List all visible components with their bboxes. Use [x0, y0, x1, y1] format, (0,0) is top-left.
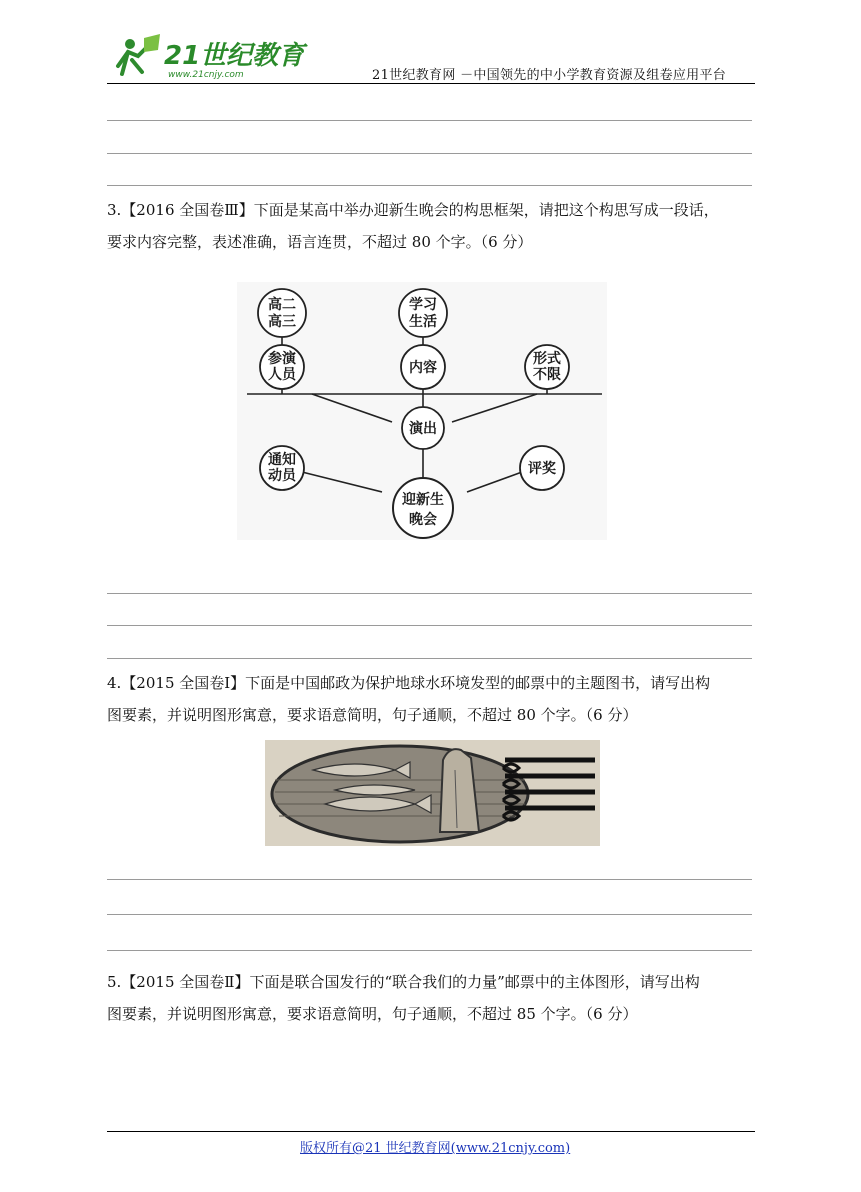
header-divider — [107, 83, 755, 84]
node-grade-line-1: 高二 — [268, 297, 296, 313]
answer-line — [107, 593, 752, 594]
stamp-image — [265, 740, 600, 846]
answer-line — [107, 185, 752, 186]
node-grade-line-2: 高三 — [268, 314, 296, 330]
question-5-line-2: 图要素，并说明图形寓意，要求语意简明，句子通顺，不超过 85 个字。（6 分） — [107, 1005, 638, 1023]
question-3-line-1: 3.【2016 全国卷Ⅲ】下面是某高中举办迎新生晚会的构思框架，请把这个构思写成一段话， — [107, 201, 719, 219]
logo-text: 21世纪教育 — [164, 41, 305, 71]
node-form-line-1: 形式 — [533, 351, 561, 367]
node-show — [402, 407, 444, 449]
answer-line — [107, 153, 752, 154]
node-party-line-1: 迎新生 — [402, 492, 444, 508]
site-logo — [108, 30, 305, 82]
logo-url: www.21cnjy.com — [168, 70, 244, 80]
question-3-line-2: 要求内容完整，表述准确，语言连贯，不超过 80 个字。（6 分） — [107, 233, 533, 251]
answer-line — [107, 625, 752, 626]
node-award-label: 评奖 — [528, 461, 556, 477]
water-oval-icon — [272, 746, 528, 842]
answer-line — [107, 658, 752, 659]
node-performers-line-1: 参演 — [268, 351, 296, 367]
question-4-line-2: 图要素，并说明图形寓意，要求语意简明，句子通顺，不超过 80 个字。（6 分） — [107, 706, 638, 724]
node-notice-line-2: 动员 — [268, 468, 296, 484]
node-notice-line-1: 通知 — [268, 452, 296, 468]
question-3 — [107, 194, 757, 258]
footer-divider — [107, 1131, 755, 1132]
node-performers — [260, 345, 304, 389]
node-grade — [258, 289, 306, 337]
answer-line — [107, 879, 752, 880]
node-study-life — [399, 289, 447, 337]
node-party-line-2: 晚会 — [409, 512, 437, 528]
node-form — [525, 345, 569, 389]
site-tagline: 21世纪教育网 －中国领先的中小学教育资源及组卷应用平台 — [372, 68, 727, 83]
node-performers-line-2: 人员 — [268, 367, 296, 383]
node-study-line-1: 学习 — [409, 297, 437, 313]
node-study-line-2: 生活 — [409, 314, 437, 330]
runner-logo-icon — [118, 34, 160, 74]
node-notice — [260, 446, 304, 490]
node-show-label: 演出 — [409, 421, 437, 437]
node-award — [520, 446, 564, 490]
answer-line — [107, 914, 752, 915]
question-4-line-1: 4.【2015 全国卷Ⅰ】下面是中国邮政为保护地球水环境发型的邮票中的主题图书，请写出构 — [107, 674, 711, 692]
node-form-line-2: 不限 — [533, 367, 561, 383]
node-party — [393, 478, 453, 538]
answer-line — [107, 120, 752, 121]
node-content-label: 内容 — [409, 360, 437, 376]
question-5 — [107, 966, 757, 1030]
answer-line — [107, 950, 752, 951]
question-4 — [107, 667, 757, 731]
question-5-line-1: 5.【2015 全国卷Ⅱ】下面是联合国发行的“联合我们的力量”邮票中的主体图形，请写出构 — [107, 973, 700, 991]
concept-diagram — [237, 282, 607, 540]
copyright-link[interactable]: 版权所有@21 世纪教育网(www.21cnjy.com) — [300, 1141, 571, 1156]
node-content — [401, 345, 445, 389]
